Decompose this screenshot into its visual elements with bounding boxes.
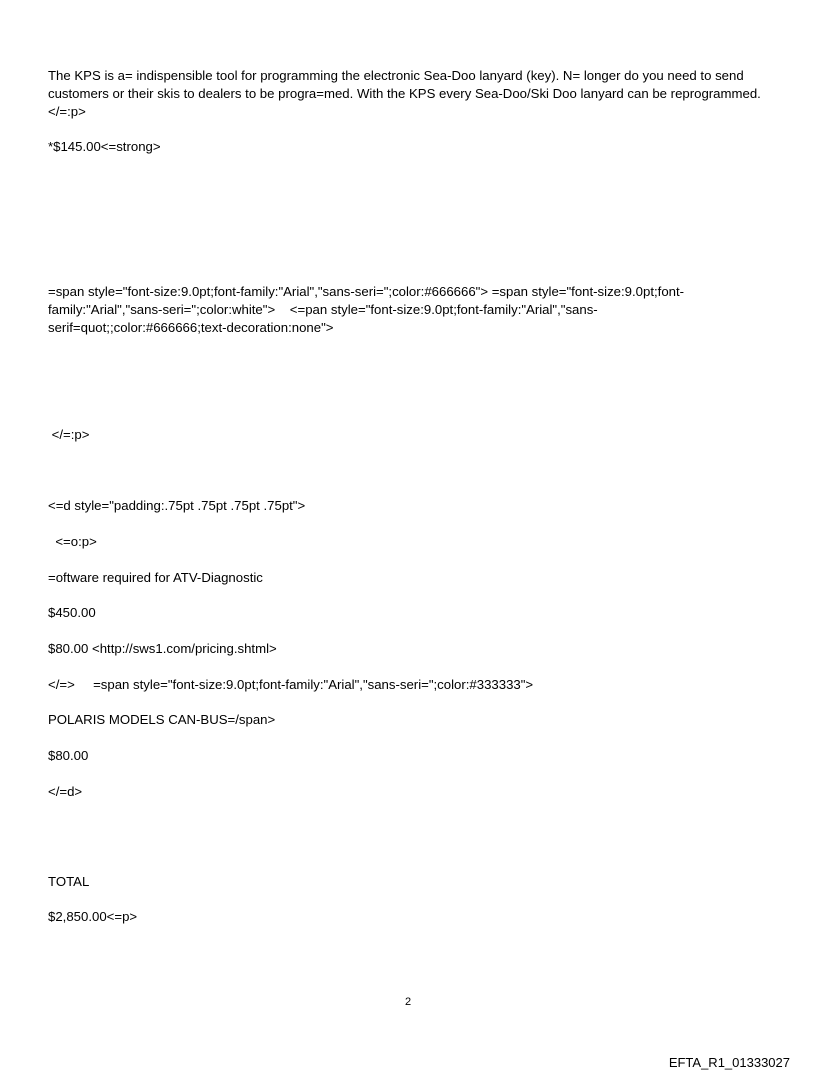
o-p-tag: <=o:p> — [48, 534, 97, 549]
price-80: $80.00 — [48, 748, 89, 763]
software-line: =oftware required for ATV-Diagnostic — [48, 570, 263, 585]
td-open-tag: <=d style="padding:.75pt .75pt .75pt .75pt"> — [48, 498, 306, 513]
total-value: $2,850.00<=p> — [48, 909, 138, 924]
total-label: TOTAL — [48, 874, 90, 889]
p-close-tag: </=:p> — [48, 427, 90, 442]
span-close-markup: </=> =span style="font-size:9.0pt;font-family:"Arial","sans-seri=";color:#333333"> — [48, 677, 534, 692]
page-number: 2 — [404, 996, 412, 1008]
intro-paragraph: The KPS is a= indispensible tool for programming the electronic Sea-Doo lanyard (key). N= longer do you need to send customers or their skis to dealers to be progra=med. With the KPS every Sea-Doo/Ski Doo lanyard can be reprogrammed.</=:p> — [48, 68, 761, 119]
document-id: EFTA_R1_01333027 — [668, 1055, 790, 1070]
price-80-link: $80.00 <http://sws1.com/pricing.shtml> — [48, 641, 277, 656]
kps-price: *$145.00<=strong> — [48, 139, 161, 154]
td-close-tag: </=d> — [48, 784, 83, 799]
polaris-line: POLARIS MODELS CAN-BUS=/span> — [48, 712, 276, 727]
price-450: $450.00 — [48, 605, 96, 620]
span-markup-paragraph: =span style="font-size:9.0pt;font-family:"Arial","sans-seri=";color:#666666"> =span style="font-size:9.0pt;font-family:"Arial","sans-seri=";color:white"> <=pan style="font-size:9.0pt;font-family:"Arial","sans-serif=quot;;color:#666666;text-decoration:none"> — [48, 284, 685, 335]
